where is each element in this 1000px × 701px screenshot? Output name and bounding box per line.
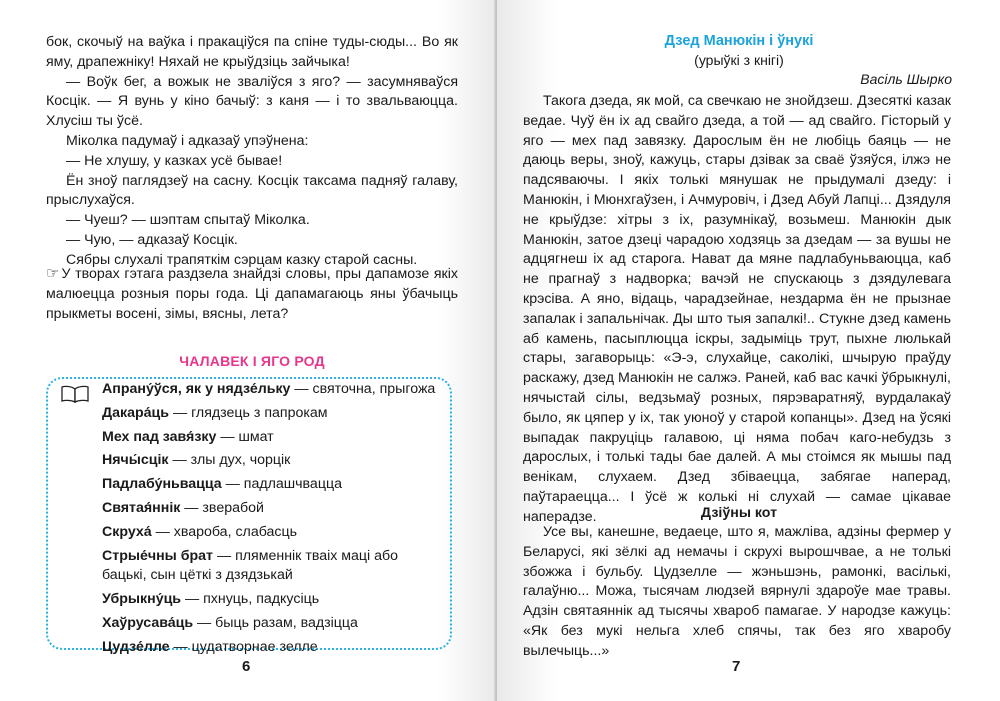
vocab-def: — шмат — [216, 428, 274, 445]
vocab-def: — пхнуць, падкусіць — [181, 591, 320, 608]
vocab-item — [102, 428, 442, 448]
story-paragraph: — Не хлушу, у казках усё бывае! — [66, 152, 283, 169]
story-paragraph: Ён зноў паглядзеў на сасну. Косцік таксама падняў галаву, прыслухаўся. — [46, 172, 458, 209]
vocab-term: Святая́ннік — [102, 499, 181, 516]
right-story-text-2 — [523, 523, 951, 662]
pointing-hand-icon: ☞ — [46, 265, 60, 282]
story-paragraph: — Чую, — адказаў Косцік. — [66, 231, 238, 248]
left-story-text — [46, 33, 458, 271]
page-number: 7 — [732, 658, 741, 675]
vocabulary-list — [102, 380, 442, 662]
page-number: 6 — [242, 658, 251, 675]
right-story-text — [523, 92, 951, 528]
vocab-item — [102, 451, 442, 471]
story-paragraph: Сябры слухалі трапяткім сэрцам казку старой сасны. — [66, 251, 418, 268]
open-book-icon — [60, 385, 90, 403]
right-page — [497, 0, 1000, 701]
vocab-term: Нячы́сцік — [102, 452, 169, 469]
story-paragraph: Міколка падумаў і адказаў упэўнена: — [66, 132, 309, 149]
vocab-def: — пляменнік тваіх маці або бацькі, сын цёткі з дзядзькай — [102, 547, 399, 584]
left-page — [0, 0, 497, 701]
vocab-item — [102, 499, 442, 519]
story-paragraph: — Чуеш? — шэптам спытаў Міколка. — [66, 212, 310, 229]
vocab-item — [102, 404, 442, 424]
story-paragraph: — Воўк бег, а вожык не зваліўся з яго? — засумняваўся Косцік. — Я вунь у кіно бачыў: з каня — і то звальваюцца. Хлусіш ты ўсё. — [46, 73, 458, 130]
vocab-item — [102, 523, 442, 543]
vocab-def: — цудатворнае зелле — [169, 638, 318, 655]
vocab-term: Скруха́ — [102, 523, 152, 540]
vocab-def: — злы дух, чорцік — [168, 452, 291, 469]
vocab-term: Апрану́ўся, як у нядзе́льку — [102, 381, 291, 397]
vocab-item — [102, 475, 442, 495]
story-paragraph: Такога дзеда, як мой, са свечкаю не знойдзеш. Дзесяткі казак ведае. Чуў ён іх ад свайго дзеда, а той — ад свайго. Гісторый у яго — мех пад завязку. Дарослым ён не любіць баяць — не даюць веры, зноў, кажуць, стары дзівак за сваё ўзяўся, ілжэ не падсяваючы. І якіх толькі мянушак не прыдумалі дзеду: і Манюкін, і Мюнхгаўзен, і Ачмуровіч, і Дзед Абуй Лапці... Дзядуля не крыўдзе: хітры з іх, разумнікаў, возьмеш. Манюкін дык Манюкін, затое дзеці чарадою ходзяць за дзедам — за вушы не адцягнеш іх ад старога. Нават да мяне падлабуньваюцца, каб не прагнаў з надворка; вачэй не спускаюць з дзядулевага крэсіва. А яно, відаць, чарадзейнае, нездарма ён не прызнае запалак і запальнічак. Ды што тыя запалкі!.. Стукне дзед камень аб камень, пасыплюцца іскры, задыміць трут, пыхне люлькай стары, загаворыць: «Э-э, слухайце, саколікі, шчырую праўду раскажу, дзед Манюкін не салжэ. Раней, каб вас качкі ўбрыкнулі, нячыстай сілы, ведзьмаў розных, пярэваратняў, вурдалакаў было, як цяпер у іх, так уюноў у старой копанцы». Дзед на ўсякі выпадак пакруціць галавою, ці няма побач каго-небудзь з дарослых, і толькі тады бае далей. А мы стоімся як мышы пад венікам, слухаем. Дзед збіваецца, забягае наперад, паўтараецца... І ўсё ж колькі ні слухай — самае цікавае наперадзе. — [523, 93, 951, 525]
vocab-item — [102, 614, 442, 634]
story-paragraph: Усе вы, канешне, ведаеце, што я, мажліва, адзіны фермер у Беларусі, які зёлкі ад немачы і скрухі вырошчвае, а не толькі збожжа і бульбу. Цудзелле — жэньшэнь, рамонкі, васількі, галаўню... Можа, тысячам людзей вярнулі здароўе мае травы. Адзін святаяннік ад тысячы хвароб памагае. У народзе кажуць: «Як без мукі нельга хлеб спячы, так без яго хваробу вылечыць...» — [523, 524, 951, 659]
vocab-def: — хвароба, слабасць — [151, 523, 298, 540]
vocab-term: Цудзе́лле — [102, 638, 170, 655]
vocab-term: Убрыкну́ць — [102, 591, 182, 608]
vocab-term: Падлабу́ньвацца — [102, 476, 222, 493]
story-paragraph: бок, скочыў на ваўка і пракаціўся па спіне туды-сюды... Во як яму, драпежніку! Няхай не крыўдзіць зайчыка! — [46, 34, 458, 70]
vocab-def: — быць разам, вадзіцца — [193, 614, 358, 631]
vocabulary-box — [46, 377, 452, 655]
vocab-item — [102, 638, 442, 658]
vocab-def: — зверабой — [180, 499, 264, 516]
vocab-item — [102, 380, 442, 400]
vocab-def: — святочна, прыгожа — [290, 381, 436, 397]
story-author: Васіль Шырко — [860, 71, 952, 87]
story-title: Дзед Манюкін і ўнукі — [664, 33, 814, 49]
vocab-def: — падлашчвацца — [221, 476, 342, 493]
vocab-term: Хаўрусава́ць — [102, 614, 194, 631]
vocab-term: Стрые́чны брат — [102, 547, 213, 564]
vocab-item — [102, 590, 442, 610]
story-subheading: Дзіўны кот — [700, 505, 778, 521]
task-text: У творах гэтага раздзела знайдзі словы, пры дапамозе якіх малюецца розныя поры года. Ці дапамагаюць яны ўбачыць прыкметы восені, зімы, вясны, лета? — [46, 266, 458, 322]
section-title: ЧАЛАВЕК І ЯГО РОД — [179, 353, 325, 369]
story-subtitle: (урыўкі з кнігі) — [694, 52, 784, 68]
vocab-term: Дакара́ць — [102, 404, 169, 421]
vocab-term: Мех пад завя́зку — [102, 428, 217, 445]
task-block — [46, 264, 458, 324]
vocab-def: — глядзець з папрокам — [169, 404, 328, 421]
vocab-item — [102, 547, 442, 587]
